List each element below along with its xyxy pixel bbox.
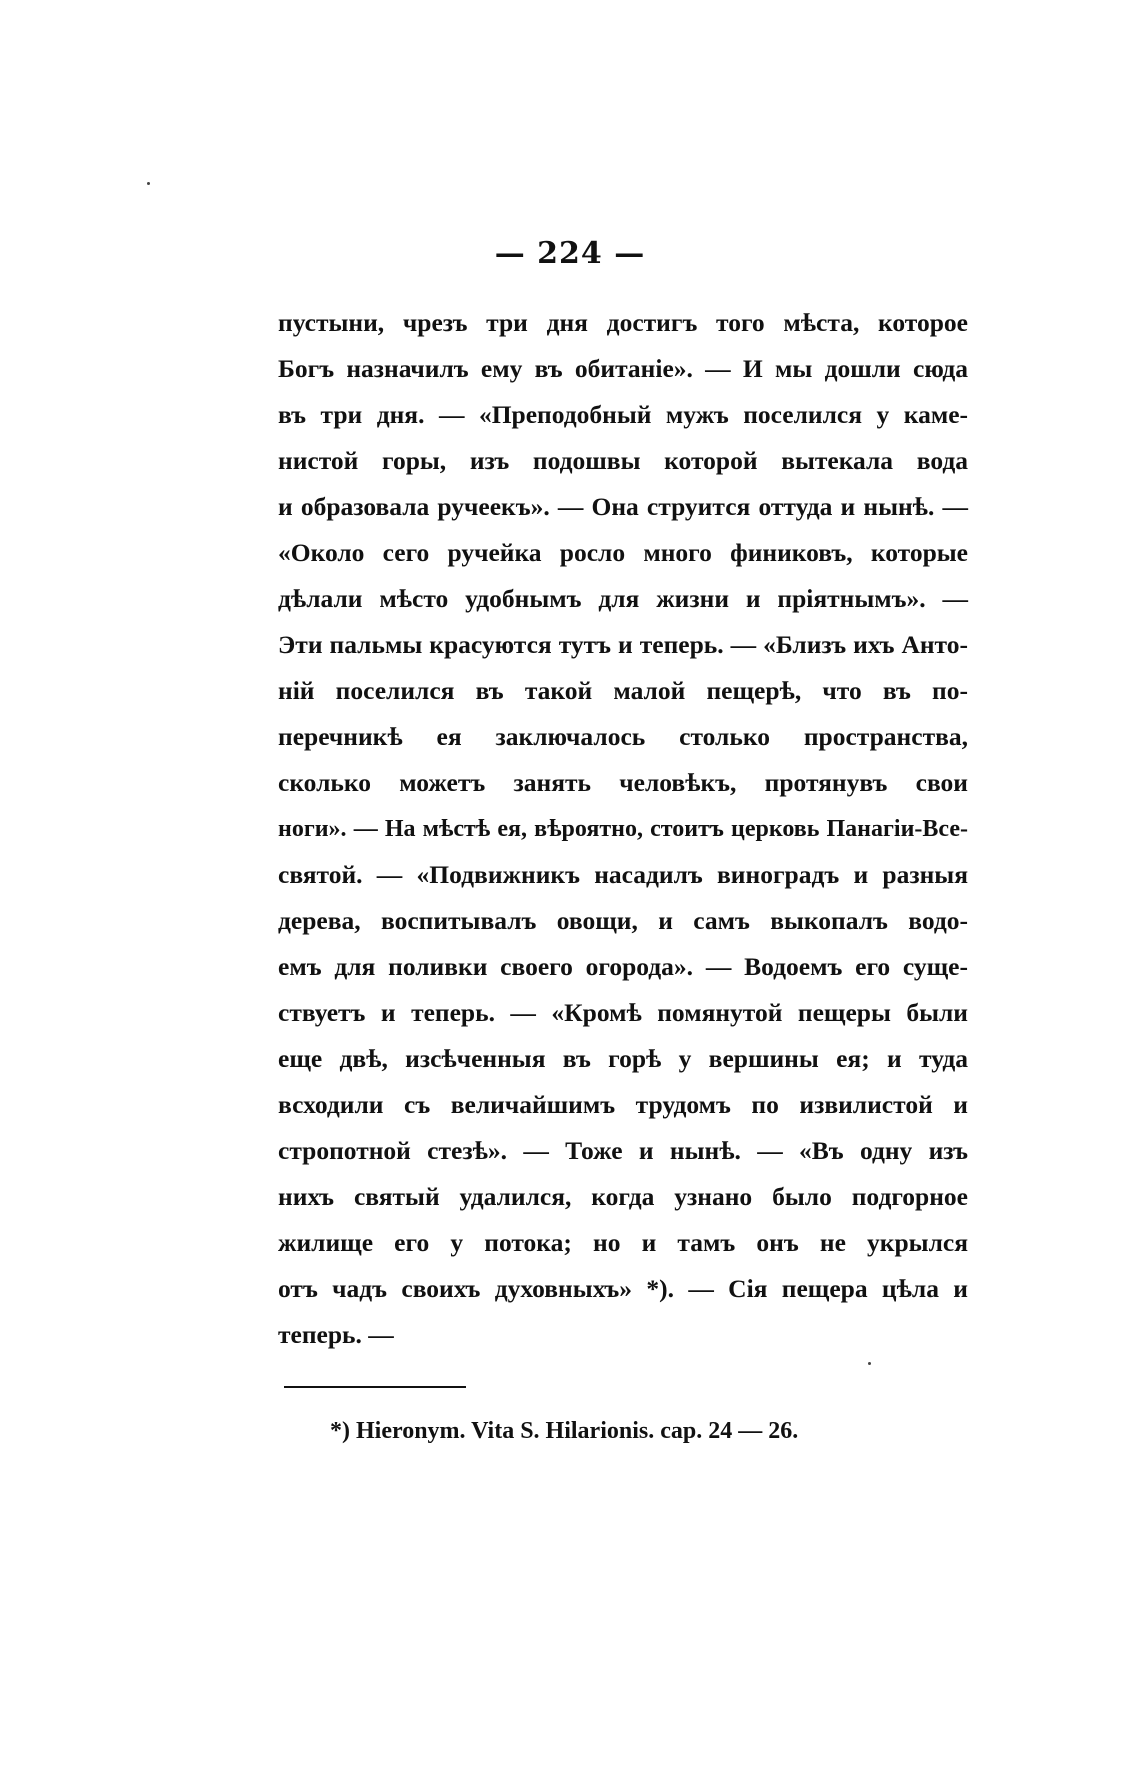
paper-speck	[147, 182, 150, 185]
text-line: еще двѣ, изсѣченныя въ горѣ у вершины ея; и туда	[278, 1044, 968, 1073]
text-line: Богъ назначилъ ему въ обитаніе». — И мы дошли сюда	[278, 354, 968, 383]
text-line: всходили съ величайшимъ трудомъ по извилистой и	[278, 1090, 968, 1119]
text-line: пустыни, чрезъ три дня достигъ того мѣста, которое	[278, 308, 968, 337]
footnote-divider	[284, 1386, 466, 1388]
body-text	[278, 300, 968, 1358]
text-line: святой. — «Подвижникъ насадилъ виноградъ и разныя	[278, 860, 968, 889]
footnote: *) Hieronym. Vita S. Hilarionis. cap. 24 — 26.	[330, 1418, 799, 1444]
paper-speck	[868, 1362, 871, 1365]
text-line: нистой горы, изъ подошвы которой вытекала вода	[278, 446, 968, 475]
text-line: нихъ святый удалился, когда узнано было подгорное	[278, 1182, 968, 1211]
text-line: «Около сего ручейка росло много финиковъ, которые	[278, 538, 968, 567]
text-line: емъ для поливки своего огорода». — Водоемъ его суще-	[278, 952, 968, 981]
text-line: дѣлали мѣсто удобнымъ для жизни и пріятнымъ». —	[278, 584, 968, 613]
text-line: Эти пальмы красуются тутъ и теперь. — «Близъ ихъ Анто-	[278, 630, 968, 659]
text-line: ствуетъ и теперь. — «Кромѣ помянутой пещеры были	[278, 998, 968, 1027]
text-line: ноги». — На мѣстѣ ея, вѣроятно, стоитъ церковь Панагіи-Все-	[278, 816, 968, 842]
text-line: теперь. —	[278, 1320, 394, 1349]
text-line: жилище его у потока; но и тамъ онъ не укрылся	[278, 1228, 968, 1257]
text-line: стропотной стезѣ». — Тоже и нынѣ. — «Въ одну изъ	[278, 1136, 968, 1165]
page-number: — 224 —	[494, 236, 646, 271]
text-line: въ три дня. — «Преподобный мужъ поселился у каме-	[278, 400, 968, 429]
text-line: отъ чадъ своихъ духовныхъ» *). — Сія пещера цѣла и	[278, 1274, 968, 1303]
text-line: сколько можетъ занять человѣкъ, протянувъ свои	[278, 768, 968, 797]
text-line: дерева, воспитывалъ овощи, и самъ выкопалъ водо-	[278, 906, 968, 935]
text-line: и образовала ручеекъ». — Она струится оттуда и нынѣ. —	[278, 492, 968, 521]
text-line: перечникѣ ея заключалось столько пространства,	[278, 722, 968, 751]
text-line: ній поселился въ такой малой пещерѣ, что въ по-	[278, 676, 968, 705]
